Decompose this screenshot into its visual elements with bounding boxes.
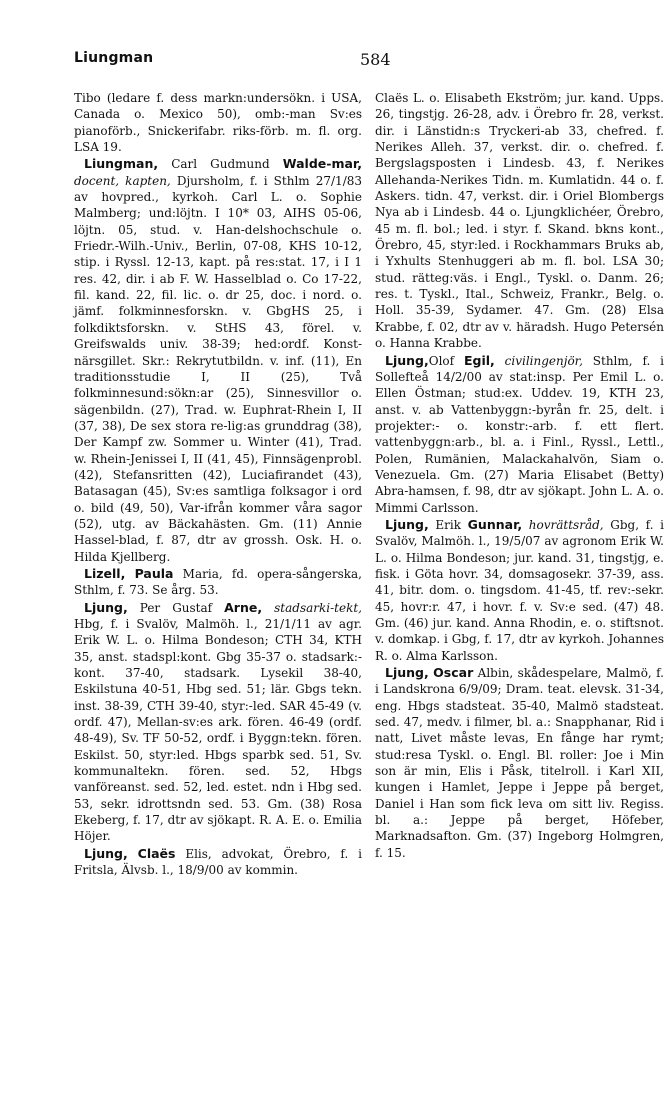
page-header <box>74 50 594 74</box>
entry-given-names: Olof <box>428 353 464 368</box>
biography-entry <box>74 846 362 879</box>
entry-callname: Claës <box>137 845 176 861</box>
biography-entry <box>375 353 664 516</box>
entry-text: Elis, advokat, Örebro, f. i Fritsla, Älvsb. l., 18/9/00 av kommin. <box>74 846 362 878</box>
entry-title: docent, kapten, <box>74 173 171 188</box>
entry-text: Albin, skådespelare, Malmö, f. i Landskrona 6/9/09; Dram. teat. elevsk. 31-34, eng. Hbgs stadsteat. 35-40, Malmö stadsteat. sed. 47, medv. i filmer, bl. a.: Snapphanar, Rid i natt, Livet måste levas, En fånge har rymt; stud:resa Tyskl. o. Engl. Bl. roller: Joe i Min son är min, Elis i Påsk, titelroll. i Karl XII, kungen i Hamlet, Jeppe i Jeppe på berget, Daniel i Han som fick leva om sitt liv. Regiss. bl. a.: Jeppe på berget, Höfeber, Marknadsafton. Gm. (37) Ingeborg Holmgren, f. 15. <box>375 666 664 860</box>
entry-given-names <box>128 847 138 861</box>
entry-title: civilingenjör, <box>494 353 583 368</box>
biography-entry <box>74 90 362 155</box>
entry-title: stadsarki-tekt, <box>262 600 362 615</box>
entry-given-names <box>125 567 134 581</box>
entry-text: Gbg, f. i Svalöv, Malmöh. l., 19/5/07 av agronom Erik W. L. o. Hilma Bondeson; jur. kand. 31, tingstjg, e. fisk. i Göta hovr. 34, domsagosekr. 37-39, ass. 41, bitr. dom. o. tingsdom. 41-45, tf. rev:-sekr. 45, hovr:r. 47, i hovr. f. v. Sv:e sed. (47) 48. Gm. (46) jur. kand. Anna Rhodin, e. o. stiftsnot. v. domkap. i Gbg, f. 17, dtr av kyrkoh. Johannes R. o. Alma Karlsson. <box>375 517 664 663</box>
entry-text: Djursholm, f. i Sthlm 27/1/83 av hovpred., kyrkoh. Carl L. o. Sophie Malmberg; und:löjtn. I 10* 03, AIHS 05-06, löjtn. 05, stud. v. Han-delshochschule o. Friedr.-Wilh.-Univ., Berlin, 07-08, KHS 10-12, stip. i Ryssl. 12-13, kapt. på res:stat. 17, i I 1 res. 42, dir. i ab F. W. Hasselblad o. Co 17-22, fil. kand. 22, fil. lic. o. dr 25, doc. i nord. o. jämf. folkminnesforskn. v. GbgHS 25, i folkdiktsforskn. v. StHS 43, förel. v. Greifswalds univ. 38-39; hed:ordf. Konst-närsgillet. Skr.: Rekrytutbildn. v. inf. (11), En traditionsstudie I, II (25), Två folkminnesund:sökn:ar (25), Sinnesvillor o. sägenbildn. (27), Trad. w. Euphrat-Rhein I, II (37, 38), De sex stora re-lig:as grunddrag (38), Der Kampf zw. Sommer u. Winter (41), Trad. w. Rhein-Jenissei I, II (41, 45), Finnsägenprobl. (42), Stefansritten (42), Luciafirandet (43), Batasagan (45), Sv:es samtliga folksagor i ord o. bild (49, 50), Var-ifrån kommer våra sagor (52), utg. av Bäckahästen. Gm. (11) Annie Hassel-blad, f. 87, dtr av grossh. Osk. H. o. Hilda Kjellberg. <box>74 173 363 564</box>
entry-given-names: Erik <box>428 517 468 532</box>
left-column <box>74 90 362 880</box>
biography-entry <box>375 517 664 664</box>
entry-surname: Ljung, <box>385 352 429 368</box>
biography-entry <box>74 566 362 599</box>
entry-title: hovrättsråd, <box>522 517 604 532</box>
entry-text: Hbg, f. i Svalöv, Malmöh. l., 21/1/11 av agr. Erik W. L. o. Hilma Bondeson; CTH 34, KTH 35, anst. stadspl:kont. Gbg 35-37 o. stadsark:-kont. 37-40, stadsark. Lysekil 38-40, Eskilstuna 40-51, Hbg sed. 51; lär. Gbgs tekn. inst. 38-39, CTH 39-40, styr:-led. SAR 45-49 (v. ordf. 47), Mellan-sv:es ark. fören. 46-49 (ordf. 48-49), Sv. TF 50-52, ordf. i Byggn:tekn. fören. Eskilst. 50, styr:led. Hbgs sparbk sed. 51, Sv. kommunaltekn. fören. sed. 52, Hbgs vanföreanst. sed. 52, led. estet. ndn i Hbg sed. 53, sekr. idrottsndn sed. 53. Gm. (38) Rosa Ekeberg, f. 17, dtr av sjökapt. R. A. E. o. Emilia Höjer. <box>74 617 362 844</box>
page-number: 584 <box>360 50 391 69</box>
entry-callname: Paula <box>134 565 174 581</box>
entry-text: Maria, fd. opera-sångerska, Sthlm, f. 73. Se årg. 53. <box>74 566 362 598</box>
entry-given-names: Per Gustaf <box>127 600 225 615</box>
biography-entry <box>375 90 664 352</box>
entry-text: Tibo (ledare f. dess markn:undersökn. i USA, Canada o. Mexico 50), omb:-man Sv:es pianoförb., Snickerifabr. riks-förb. m. fl. org. LSA 19. <box>74 91 362 155</box>
entry-surname: Ljung, <box>84 599 128 615</box>
entry-surname: Ljung, <box>84 845 128 861</box>
entry-callname: Gunnar, <box>467 516 523 532</box>
entry-surname: Liungman, <box>84 156 159 172</box>
entry-callname: Oscar <box>433 665 474 681</box>
running-head: Liungman <box>74 50 154 66</box>
entry-text: Claës L. o. Elisabeth Ekström; jur. kand. Upps. 26, tingstjg. 26-28, adv. i Örebro fr. 28, verkst. dir. i Länstidn:s Tryckeri-ab 33, chefred. f. Nerikes Alleh. 37, verkst. dir. o. chefred. f. Bergslagsposten i Lindesb. 43, f. Nerikes Allehanda-Nerikes Tidn. m. Kumlatidn. 44 o. f. Askers. tidn. 47, verkst. dir. i Oriel Blombergs Nya ab i Lindesb. 44 o. Ljungklichéer, Örebro, 45 m. fl. bol.; led. i styr. f. Skand. bkns kont., Örebro, 45, styr:led. i Rockhammars Bruks ab, i Yxhults Stenhuggeri ab m. fl. bol. LSA 30; stud. rätteg:väs. i Engl., Tyskl. o. Danm. 26; res. t. Tyskl., Ital., Schweiz, Frankr., Belg. o. Holl. 35-39, Sydamer. 47. Gm. (28) Elsa Krabbe, f. 02, dtr av v. häradsh. Hugo Petersén o. Hanna Krabbe. <box>375 91 664 351</box>
entry-callname: Arne, <box>224 599 263 615</box>
biography-entry <box>74 600 362 845</box>
biography-entry <box>74 156 362 565</box>
right-column <box>375 90 664 862</box>
entry-callname: Egil, <box>463 352 495 368</box>
entry-surname: Ljung, <box>385 665 429 681</box>
entry-surname: Ljung, <box>385 516 429 532</box>
biography-entry <box>375 665 664 861</box>
entry-text: Sthlm, f. i Sollefteå 14/2/00 av stat:insp. Per Emil L. o. Ellen Östman; stud:ex. Uddev. 19, KTH 23, anst. v. ab Vattenbyggn:-byrån fr. 25, delt. i projekter:- o. konstr:-arb. f. ett flert. vattenbyggn:arb., bl. a. i Finl., Ryssl., Lettl., Polen, Rumänien, Malackahalvön, Siam o. Venezuela. Gm. (27) Maria Elisabet (Betty) Abra-hamsen, f. 98, dtr av sjökapt. John L. A. o. Mimmi Carlsson. <box>375 353 664 515</box>
entry-given-names: Carl Gudmund <box>158 157 283 172</box>
entry-callname: Walde-mar, <box>282 156 362 172</box>
entry-surname: Lizell, <box>84 565 126 581</box>
